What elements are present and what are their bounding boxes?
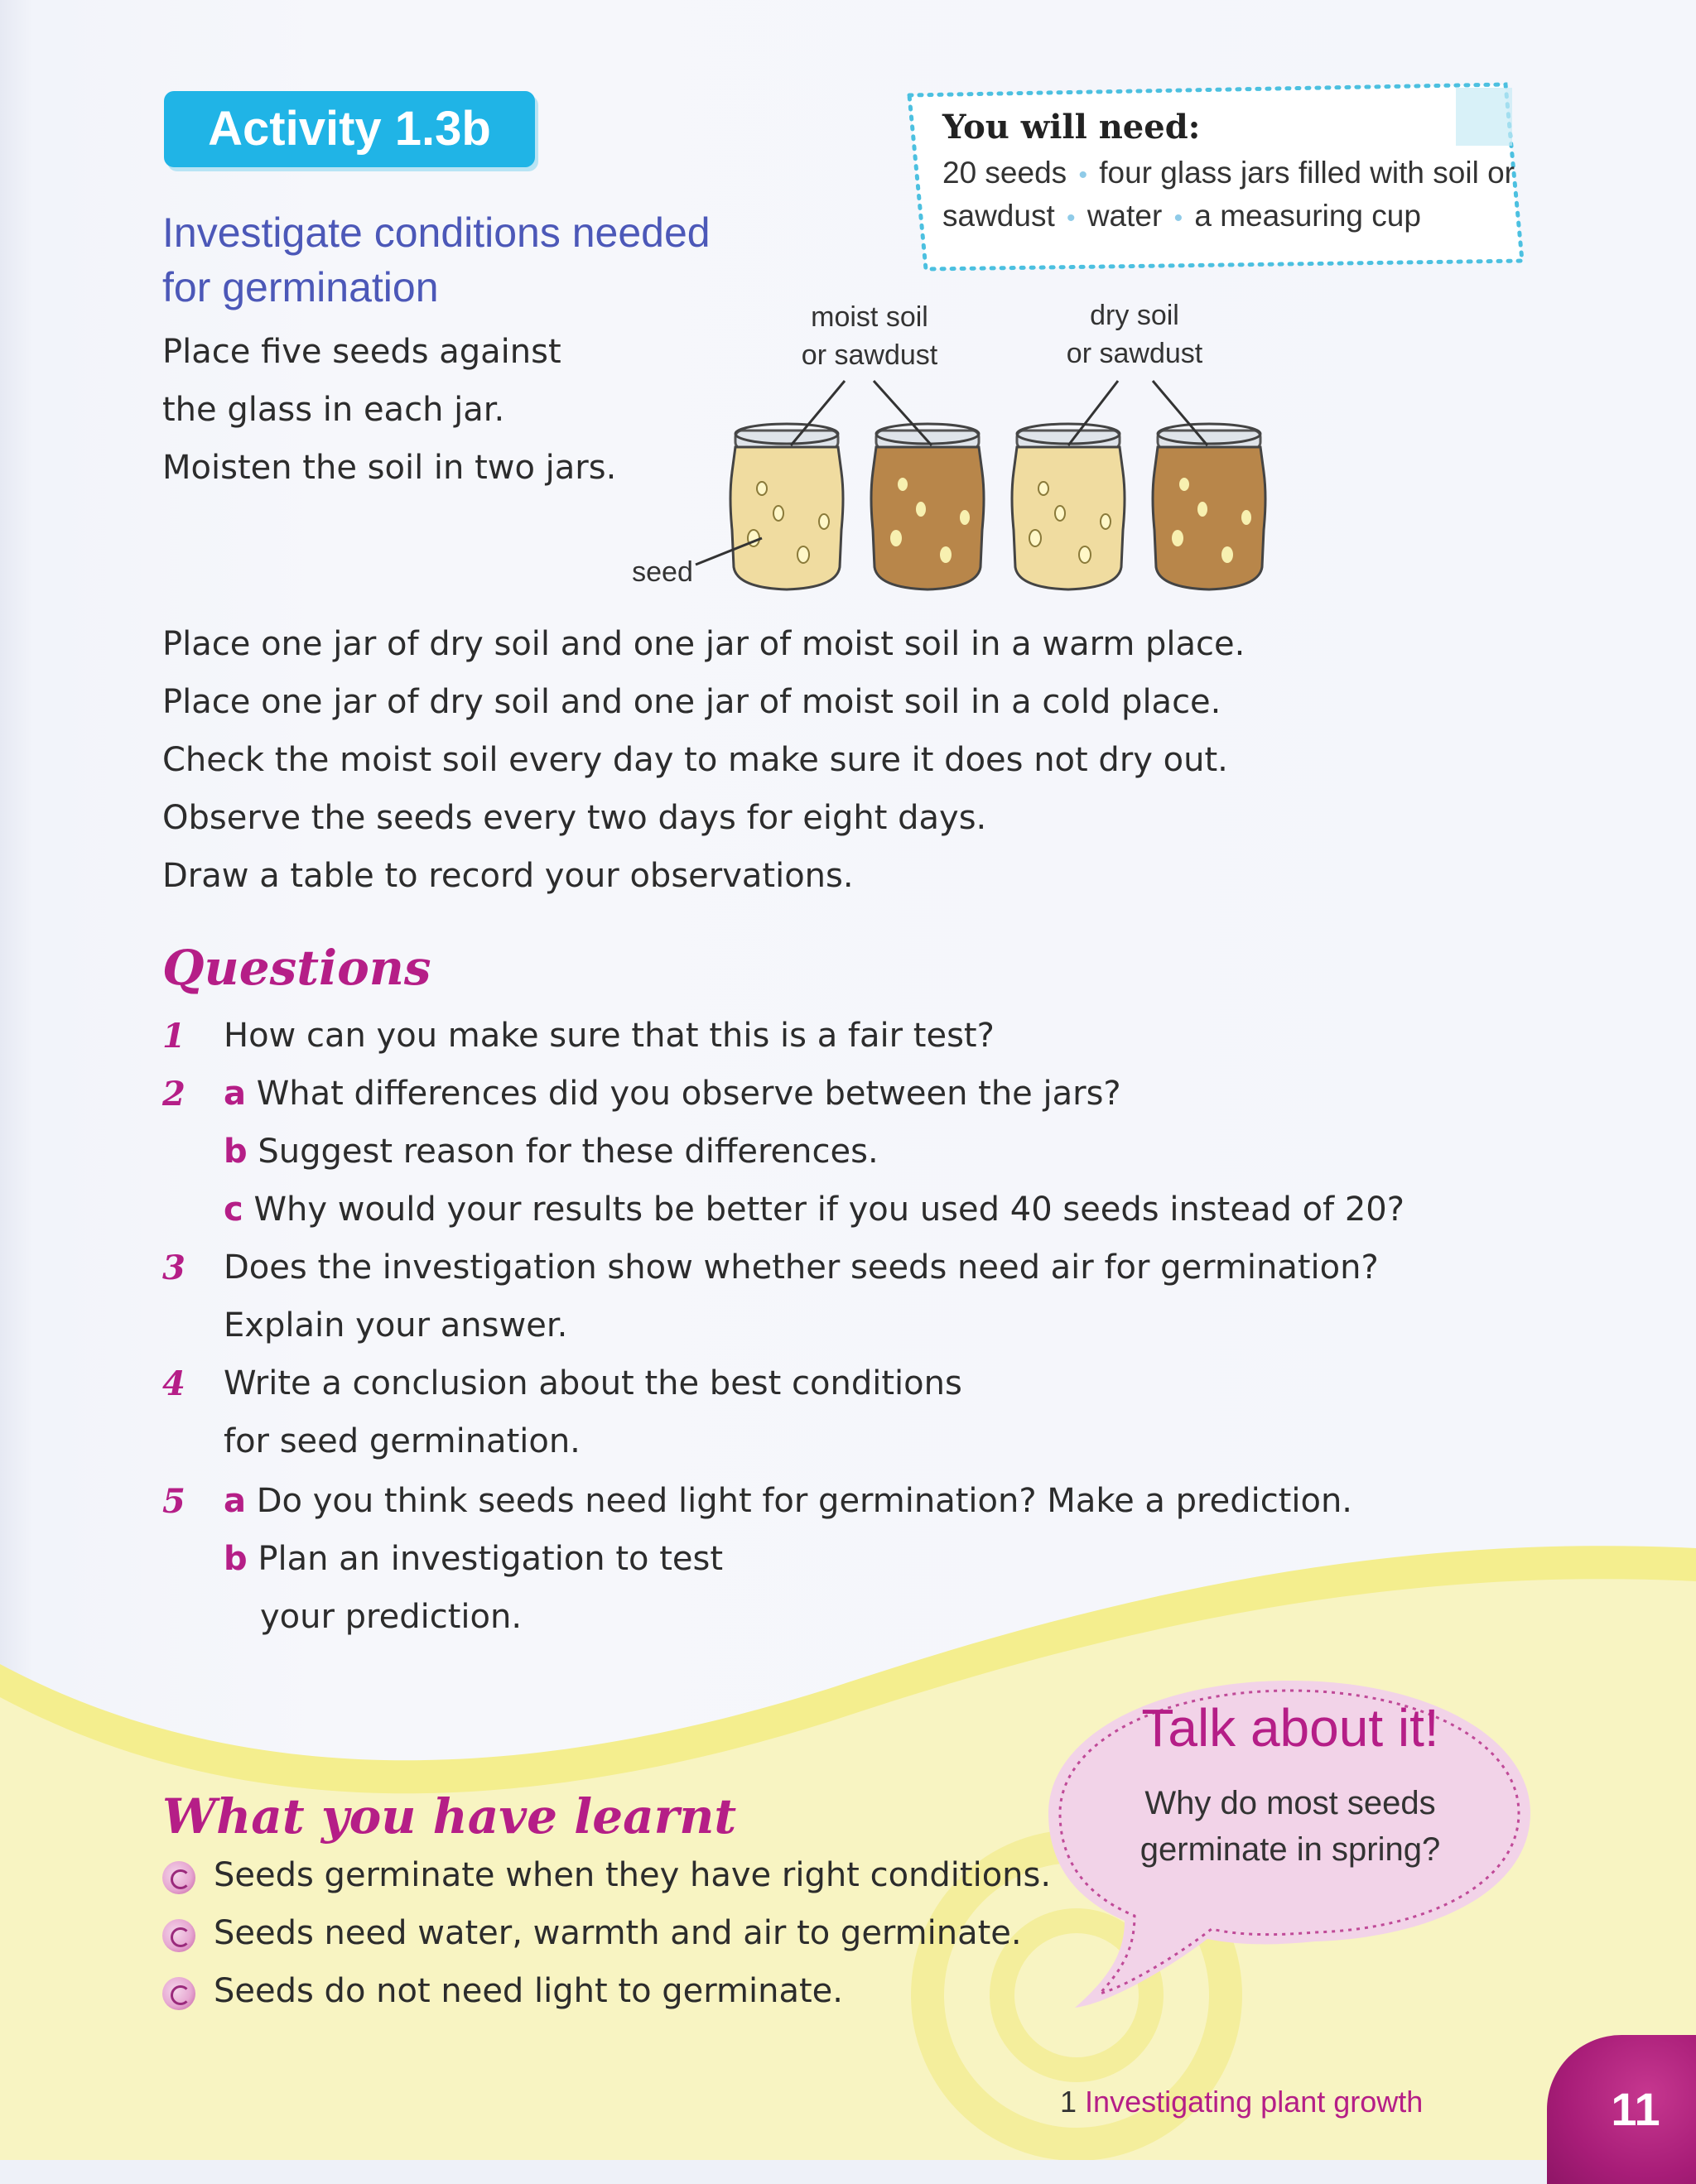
separator-dot-icon: • — [1078, 161, 1087, 189]
question-5b — [224, 1540, 723, 1578]
learnt-item-3: Seeds do not need light to germinate. — [214, 1972, 843, 2010]
need-item-water: water — [1086, 199, 1163, 233]
need-line-2 — [942, 199, 1421, 233]
need-item-cup: a measuring cup — [1194, 199, 1421, 233]
footer-chapter — [1060, 2085, 1423, 2119]
footer-chapter-title: Investigating plant growth — [1085, 2085, 1424, 2119]
talk-about-it-bubble — [1042, 1672, 1539, 2020]
instruction-line-1: Place one jar of dry soil and one jar of moist soil in a warm place. — [162, 625, 1246, 663]
question-5b-letter: b — [224, 1540, 248, 1578]
talk-title: Talk about it! — [1141, 1698, 1439, 1758]
instruction-line-2: Place one jar of dry soil and one jar of moist soil in a cold place. — [162, 683, 1221, 721]
need-title: You will need: — [942, 108, 1201, 147]
subtitle-line-1: Investigate conditions needed — [162, 209, 711, 256]
jar-dry-2 — [1012, 424, 1125, 589]
intro-line-2: the glass in each jar. — [162, 391, 505, 429]
question-2b-letter: b — [224, 1133, 248, 1171]
footer-chapter-number: 1 — [1060, 2085, 1077, 2119]
question-5a — [224, 1482, 1352, 1520]
separator-dot-icon: • — [1067, 204, 1076, 232]
questions-heading: Questions — [162, 940, 431, 996]
label-dry-line-1: dry soil — [1090, 300, 1179, 331]
shell-bullet-icon — [162, 1977, 195, 2010]
activity-badge: Activity 1.3b — [164, 91, 535, 167]
talk-question — [1042, 1780, 1539, 1873]
separator-dot-icon: • — [1173, 204, 1183, 232]
question-2c — [224, 1191, 1404, 1229]
question-2c-text: Why would your results be better if you used 40 seeds instead of 20? — [253, 1191, 1404, 1229]
jar-moist-1 — [871, 424, 984, 589]
question-3-text-1: Does the investigation show whether seeds need air for germination? — [224, 1248, 1379, 1287]
question-number-2: 2 — [162, 1075, 186, 1114]
question-4-text-2: for seed germination. — [224, 1422, 581, 1460]
label-seed: seed — [632, 556, 693, 588]
question-2b-text: Suggest reason for these differences. — [258, 1133, 879, 1171]
jar-dry-1 — [730, 424, 843, 589]
need-item-jars: four glass jars filled with soil or — [1099, 156, 1515, 190]
question-2a — [224, 1075, 1121, 1113]
question-2c-letter: c — [224, 1191, 243, 1229]
label-moist-line-1: moist soil — [811, 301, 928, 333]
instruction-line-4: Observe the seeds every two days for eight days. — [162, 799, 987, 837]
question-5b-text-1: Plan an investigation to test — [258, 1540, 724, 1578]
question-3-text-2: Explain your answer. — [224, 1306, 568, 1345]
need-item-seeds: 20 seeds — [942, 156, 1067, 190]
question-5b-text-2: your prediction. — [260, 1598, 523, 1636]
learnt-item-2: Seeds need water, warmth and air to germinate. — [214, 1914, 1022, 1952]
label-dry-soil — [1035, 296, 1234, 373]
question-5a-text: Do you think seeds need light for germination? Make a prediction. — [256, 1482, 1353, 1520]
jar-moist-2 — [1153, 424, 1265, 589]
question-4-text-1: Write a conclusion about the best conditions — [224, 1364, 962, 1402]
label-dry-line-2: or sawdust — [1066, 338, 1203, 369]
need-item-jars-cont: sawdust — [942, 199, 1055, 233]
question-1-text: How can you make sure that this is a fair test? — [224, 1017, 995, 1055]
intro-line-3: Moisten the soil in two jars. — [162, 449, 617, 487]
you-will-need-box — [884, 75, 1530, 281]
label-moist-soil — [770, 298, 969, 374]
instruction-line-5: Draw a table to record your observations. — [162, 857, 854, 895]
label-moist-line-2: or sawdust — [801, 339, 938, 371]
learnt-item-1: Seeds germinate when they have right conditions. — [214, 1856, 1052, 1894]
shell-bullet-icon — [162, 1919, 195, 1952]
question-2a-letter: a — [224, 1075, 246, 1113]
question-5a-letter: a — [224, 1482, 246, 1520]
question-number-4: 4 — [162, 1364, 186, 1403]
talk-question-line-2: germinate in spring? — [1140, 1831, 1441, 1868]
question-number-5: 5 — [162, 1482, 186, 1521]
question-number-3: 3 — [162, 1248, 186, 1287]
question-2b — [224, 1133, 879, 1171]
question-number-1: 1 — [162, 1017, 186, 1056]
intro-line-1: Place five seeds against — [162, 333, 561, 371]
learnt-heading: What you have learnt — [162, 1788, 737, 1845]
subtitle-line-2: for germination — [162, 264, 439, 310]
jars-illustration — [605, 298, 1308, 596]
shell-bullet-icon — [162, 1861, 195, 1894]
talk-question-line-1: Why do most seeds — [1144, 1785, 1436, 1821]
question-2a-text: What differences did you observe between the jars? — [256, 1075, 1121, 1113]
instruction-line-3: Check the moist soil every day to make sure it does not dry out. — [162, 741, 1228, 779]
need-line-1 — [942, 156, 1515, 190]
page-number: 11 — [1611, 2083, 1660, 2135]
